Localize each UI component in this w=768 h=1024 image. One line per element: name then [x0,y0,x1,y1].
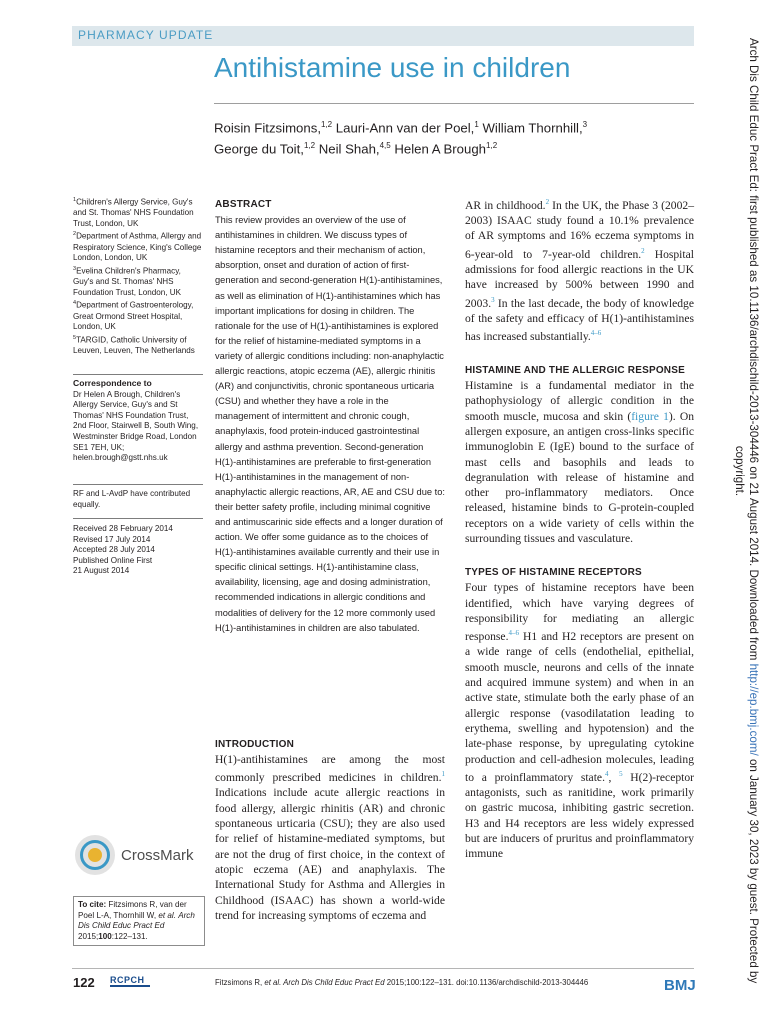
text-run: 2015;100:122–131. doi:10.1136/archdischild-2013-304446 [384,978,589,987]
affiliation-item [73,264,203,298]
figure-link[interactable]: figure 1 [631,409,669,423]
title-rule [214,103,694,104]
author-line-2 [214,137,694,158]
text-run: H(1)-antihistamines are among the most commonly prescribed medicines in children. [215,753,445,785]
bmj-logo: BMJ [664,977,696,994]
divider [73,484,203,485]
affiliation-ref: 1,2 [486,141,498,151]
affiliation-ref: 4,5 [379,141,391,151]
date-line: Published Online First [73,555,153,565]
reference-link[interactable]: 2 [545,198,550,206]
text-run: ). On allergen exposure, an antigen cross-links specific immunoglobin E (IgE) bound to the surface of mast cells and basophils and leads to degranulation with release of histamine and other pro-inflammatory mediators. Once released, histamine binds to G-protein-coupled receptors on a wide variety of cells within the surrounding tissues and vasculature. [465,409,694,546]
to-cite-box [73,896,205,946]
affiliation-number: 2 [73,231,77,238]
histamine-text [465,378,694,546]
correspondence-heading: Correspondence to [73,378,152,388]
to-cite-pages: :122–131. [111,931,148,941]
introduction-section [215,738,445,923]
journal-link[interactable]: http://ep.bmj.com/ [747,663,760,756]
author-name: William Thornhill, [478,120,583,136]
receptors-heading: TYPES OF HISTAMINE RECEPTORS [465,567,642,579]
section-label: PHARMACY UPDATE [78,28,214,42]
section-band [72,26,694,46]
affiliation-ref: 1 [474,120,479,129]
rcpch-logo: RCPCH [110,975,145,985]
right-top-paragraph [465,195,694,344]
to-cite-authors: Fitzsimons R, van der Poel L-A, Thornhill W, [78,900,187,920]
crossmark-icon [75,835,115,875]
reference-link[interactable]: 4–6 [508,629,519,638]
affiliation-number: 4 [73,300,77,307]
affiliations [73,195,203,357]
text-run: Hospital admissions for food allergic reactions in the UK have increased by 500% between 1990 and 2003. [465,247,694,310]
introduction-text [215,752,445,923]
crossmark-label: CrossMark [121,847,194,864]
text-run: H(2)-receptor antagonists, such as ranitidine, work primarily on gastric mucosa, inhibiting gastric secretion. H3 and H4 receptors are less widely expressed but are inducers of pruritus and proinflammatory immune [465,770,695,861]
to-cite-volume: 100 [98,931,112,941]
author-name: Lauri-Ann van der Poel, [332,120,475,136]
affiliation-item [73,333,203,357]
affiliation-item [73,229,203,263]
affiliation-number: 5 [73,334,77,341]
affiliation-text: Department of Gastroenterology, Great Ormond Street Hospital, London, UK [73,301,194,332]
affiliation-text: TARGID, Catholic University of Leuven, Leuven, The Netherlands [73,335,195,356]
reference-link[interactable]: 4 [604,769,609,778]
abstract-heading: ABSTRACT [215,199,272,210]
affiliation-ref: 3 [582,120,588,129]
right-column [465,195,694,861]
reference-link[interactable]: 5 [619,769,623,778]
download-side-note [733,38,760,984]
text-run: In the last decade, the body of knowledge of the safety and efficacy of H(1)-antihistamines has increased substantially. [465,296,694,343]
crossmark-badge[interactable] [73,833,203,881]
text-run: AR in childhood. [465,198,546,212]
to-cite-journal: Arch Dis Child Educ Pract Ed [78,910,195,931]
text-run: H1 and H2 receptors are present on a wide range of cells (endothelial, epithelial, smooth muscle, neurons and cells of the innate and acquired immune system) and when in an active state, stimulate both the early phase of an allergic response (vasodilatation leading to erythema, swelling and hypotension) and the late-phase response, by upregulating cytokine production and cell-adhesion molecules, leading to a proinflammatory state. [465,630,694,784]
text-run: copyright. [733,445,746,497]
page-number: 122 [73,975,95,990]
to-cite-label: To cite: [78,900,107,909]
reference-link[interactable]: 4–6 [590,328,602,337]
affiliation-text: Department of Asthma, Allergy and Respiratory Science, King's College London, London, UK [73,232,202,263]
to-cite-etal: et al. [158,910,176,920]
text-run: Four types of histamine receptors have been identified, which have varying degrees of responsibility for mediating an allergic response. [465,581,694,644]
author-name: George du Toit, [214,141,304,157]
date-line: Accepted 28 July 2014 [73,545,155,555]
footer-rule [72,968,694,969]
rcpch-logo-bar [110,985,150,987]
affiliation-item [73,195,203,229]
histamine-heading: HISTAMINE AND THE ALLERGIC RESPONSE [465,365,685,377]
affiliation-ref: 1,2 [303,141,316,151]
author-line-1 [214,116,694,137]
article-dates [73,524,203,577]
correspondence-text: Dr Helen A Brough, Children's Allergy Service, Guy's and St Thomas' NHS Foundation Trust, 2nd Floor, Stairwell B, South Wing, Westminster Bridge Road, London SE1 7EH, UK; helen.brough@gstt.nhs.uk [73,389,199,463]
to-cite-year: 2015; [78,931,99,941]
affiliation-item [73,298,203,332]
article-title: Antihistamine use in children [214,52,571,83]
affiliation-text: Children's Allergy Service, Guy's and St. Thomas' NHS Foundation Trust, London, UK [73,197,194,228]
date-line: 21 August 2014 [73,566,130,576]
date-line: Revised 17 July 2014 [73,534,151,544]
affiliation-number: 3 [73,265,77,272]
text-run: Arch Dis Child Educ Pract Ed [281,978,385,987]
text-run: In the UK, the Phase 3 (2002–2003) ISAAC study found a 10.1% prevalence of AR symptoms and 16% eczema symptoms in 6-year-old to 7-year-old children. [465,198,694,261]
reference-link[interactable]: 2 [641,246,645,255]
divider [73,518,203,519]
reference-link[interactable]: 3 [491,295,495,304]
affiliation-text: Evelina Children's Pharmacy, Guy's and St. Thomas' NHS Foundation Trust, London, UK [73,266,181,297]
affiliation-number: 1 [73,197,77,203]
abstract-text: This review provides an overview of the use of antihistamines in children. We discuss types of histamine receptors and their mechanism of action, absorption, onset and duration of action of first-generation and second-generation H(1)-antihistamines, as well as elimination of H(1)-antihistamines which has important implications for dosing in children. The rationale for the use of H(1)-antihistamines is explored for the relief of histamine-mediated symptoms in a variety of allergic conditions including: non-anaphylactic allergic reactions, atopic eczema (AE), allergic rhinitis (AR) and conjunctivitis, chronic spontaneous urticaria (CSU) and whether they have a role in the management of intermittent and chronic cough, anaphylaxis, food protein-induced gastrointestinal allergy and asthma prevention. Second-generation H(1)-antihistamines are preferable to first-generation H(1)-antihistamines in the management of non-anaphylactic allergic reactions, AR, AE and CSU due to: their better safety profile, including minimal cognitive and antimuscarinic side effects and a longer duration of action. We offer some guidance as to the choices of H(1)-antihistamines available currently and their use in specific clinical settings. H(1)-antihistamine class, availability, licensing, age and dosing administration, recommended indications in allergic conditions and modalities of delivery for the 12 more commonly used H(1)-antihistamines in children are also tabulated. [215,215,445,633]
author-name: Neil Shah, [315,141,380,157]
correspondence [73,378,203,464]
receptors-text: Four types of histamine receptors have been identified, which have varying degrees of responsibility for mediating an allergic response.$^{4-6}$ H1 and H2 receptors are present on a wide range of cells (endothelial, epithelial, smooth muscle, neurons and cells of the innate and acquired immune system) and when in an active state, stimulate both the early phase of an allergic response (vasodilatation leading to erythema, swelling and hypotension) and the late-phase response, by upregulating cytokine production and cell-adhesion molecules, leading to a proinflammatory state.$^4$, $^5$ H(2)-receptor antagonists, such as ranitidine, work primarily on gastric mucosa, inhibiting gastric secretion. H3 and H4 receptors are less widely expressed but are inducers of pruritus and proinflammatory immune [465,581,695,861]
footer-citation [215,978,588,987]
equal-contribution-note [73,489,203,510]
affiliation-ref: 1,2 [321,120,333,129]
text-run: Fitzsimons R, [215,978,265,987]
author-name: Helen A Brough [390,141,487,157]
introduction-heading: INTRODUCTION [215,739,295,750]
text-run: et al. [264,978,282,987]
author-list [214,116,694,159]
text-run: Indications include acute allergic reactions in food allergy, allergic rhinitis (AR) and chronic spontaneous urticaria (CSU); they are also used for relief of histamine-mediated symptoms, but are not the drug of first choice, in the context of atopic eczema (AE) and anaphylaxis. The International Study for Asthma and Allergies in Childhood (ISAAC) has shown a world-wide trend for increasing symptoms of eczema and [215,786,445,922]
date-line: Received 28 February 2014 [73,524,173,533]
text-run: Arch Dis Child Educ Pract Ed: first published as 10.1136/archdischild-2013-304446 on 21 August 2014. Downloaded from [747,38,760,664]
reference-link[interactable]: 1 [441,770,445,779]
text-run: Histamine is a fundamental mediator in the pathophysiology of allergic condition in the smooth muscle, mucosa and skin ( [465,379,694,423]
abstract [215,197,445,636]
equal-note-text: RF and L-AvdP have contributed equally. [73,489,191,509]
divider [73,374,203,375]
text-run: on January 30, 2023 by guest. Protected by [747,755,760,984]
author-name: Roisin Fitzsimons, [214,120,321,136]
